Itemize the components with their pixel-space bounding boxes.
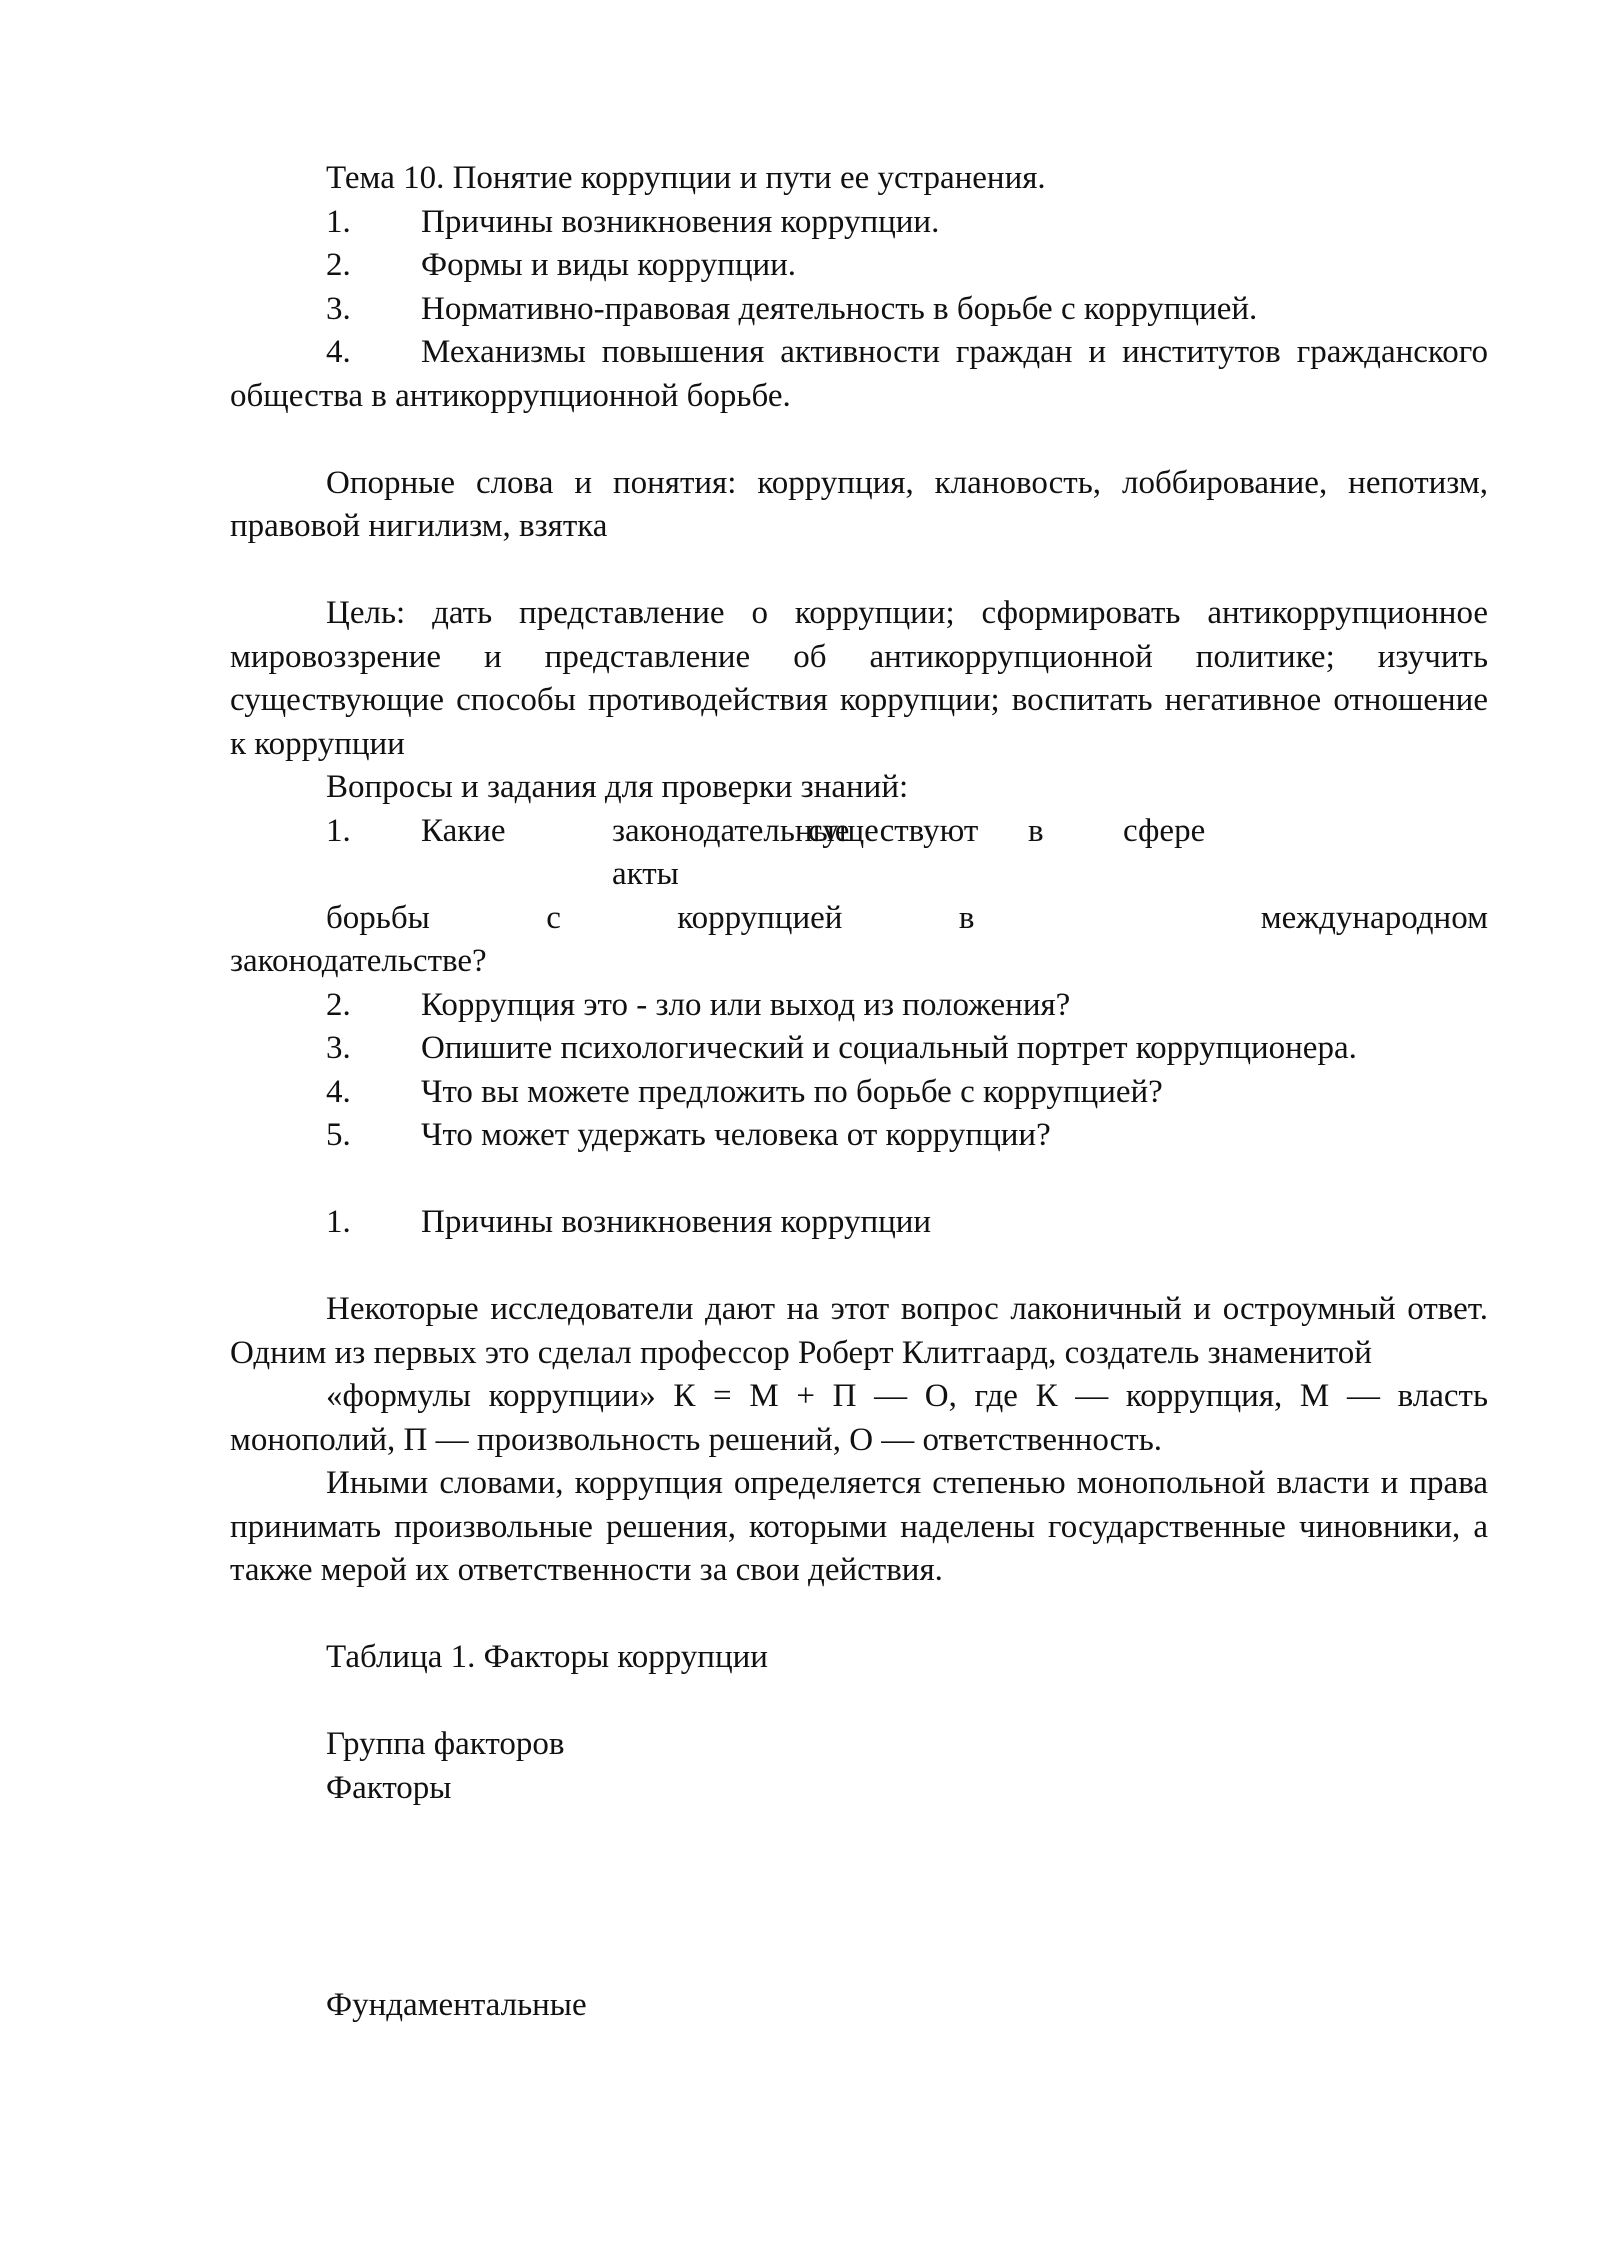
section-heading: 1. Причины возникновения коррупции	[326, 1204, 932, 1240]
document-title: Тема 10. Понятие коррупции и пути ее устранения.	[326, 160, 1046, 196]
document-page	[230, 157, 1488, 2028]
body-paragraph: «формулы коррупции» К = М + П — О, где К — коррупция, М — власть монополий, П — произвольность решений, О — ответственность.	[230, 1378, 1488, 1458]
list-item: 4. Механизмы повышения активности граждан и институтов гражданского общества в антикоррупционной борьбе.	[230, 334, 1488, 414]
table-header-factors: Факторы	[326, 1769, 452, 1806]
list-item: 2. Коррупция это - зло или выход из положения?	[326, 986, 1071, 1023]
list-item: 2. Формы и виды коррупции.	[326, 247, 797, 283]
list-item-continuation: борьбы с коррупцией в международном	[326, 899, 1488, 936]
list-item: 3. Нормативно-правовая деятельность в борьбе с коррупцией.	[326, 290, 1258, 327]
list-item: 4. Что вы можете предложить по борьбе с коррупцией?	[326, 1073, 1163, 1110]
table-caption: Таблица 1. Факторы коррупции	[326, 1639, 768, 1675]
list-item: 1. Какие законодательные акты существуют в сфере	[326, 812, 1206, 892]
list-item: 5. Что может удержать человека от коррупции?	[326, 1117, 1051, 1153]
list-item: 1. Причины возникновения коррупции.	[326, 203, 940, 240]
list-item: 3. Опишите психологический и социальный портрет коррупционера.	[326, 1030, 1357, 1066]
table-row-label: Фундаментальные	[326, 1987, 587, 2023]
topics-list	[230, 201, 1488, 419]
body-paragraph: Некоторые исследователи дают на этот вопрос лаконичный и остроумный ответ. Одним из первых это сделал профессор Роберт Клитгаард, создатель знаменитой	[230, 1291, 1488, 1371]
questions-heading: Вопросы и задания для проверки знаний:	[326, 769, 909, 805]
questions-list	[230, 810, 1488, 1158]
body-paragraph: Иными словами, коррупция определяется степенью монопольной власти и права принимать произвольные решения, которыми наделены государственные чиновники, а также мерой их ответственности за свои действия.	[230, 1465, 1488, 1588]
keywords-paragraph: Опорные слова и понятия: коррупция, клановость, лоббирование, непотизм, правовой нигилизм, взятка	[230, 464, 1488, 544]
table-header-group: Группа факторов	[326, 1726, 565, 1762]
goal-paragraph: Цель: дать представление о коррупции; сформировать антикоррупционное мировоззрение и представление об антикоррупционной политике; изучить существующие способы противодействия коррупции; воспитать негативное отношение к коррупции	[230, 595, 1488, 762]
list-item-continuation: законодательстве?	[230, 943, 487, 979]
